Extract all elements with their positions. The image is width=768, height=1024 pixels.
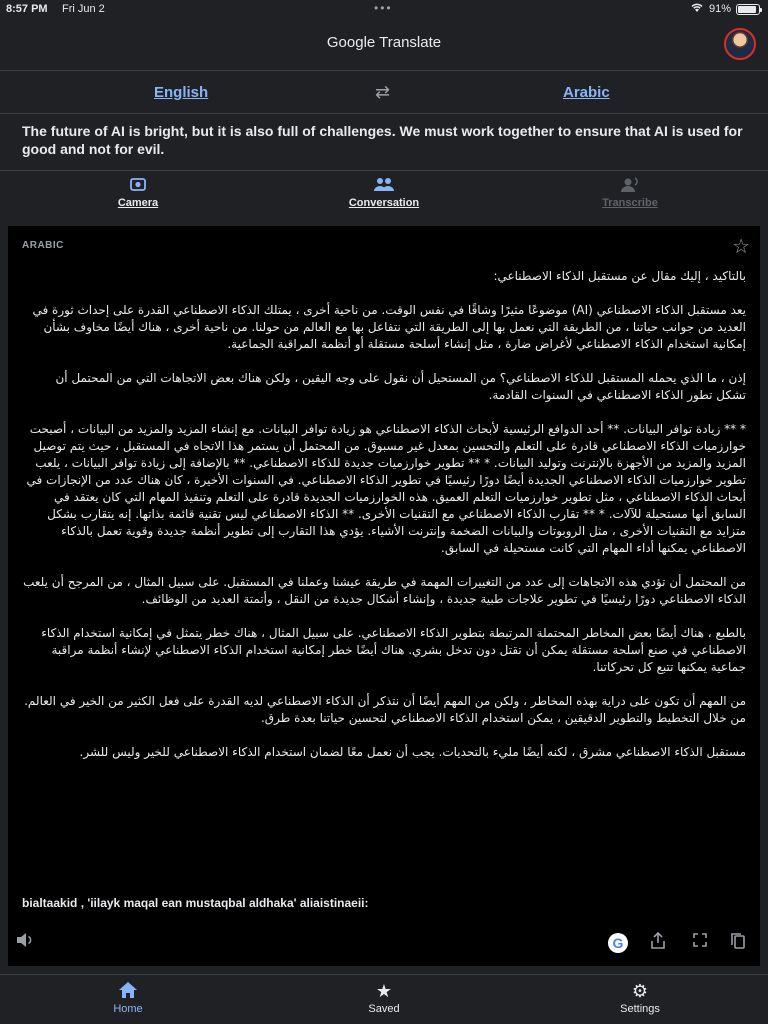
nav-settings[interactable] xyxy=(580,981,700,1015)
share-icon[interactable] xyxy=(650,932,666,955)
translated-text xyxy=(22,268,746,778)
status-date: Fri Jun 2 xyxy=(62,3,105,15)
target-language-button[interactable]: Arabic xyxy=(563,84,610,101)
bottom-navigation xyxy=(0,974,768,1024)
translated-paragraph: يعد مستقبل الذكاء الاصطناعي (AI) موضوعًا مثيرًا وشاقًا في نفس الوقت. من ناحية أخرى ، يمتلك الذكاء الاصطناعي القدرة على إحداث ثورة في العديد من جوانب حياتنا ، من الطريقة التي نعمل بها إلى الطريقة التي نتفاعل بها مع العالم من حولنا. من ناحية أخرى ، هناك أيضًا مخاوف بشأن إمكانية استخدام الذكاء الاصطناعي لأغراض ضارة ، مثل إنشاء أسلحة مستقلة أو أنظمة المراقبة الجماعية. xyxy=(32,303,746,351)
gear-icon: ⚙ xyxy=(631,981,649,1001)
translated-paragraph: إذن ، ما الذي يحمله المستقبل للذكاء الاصطناعي؟ من المستحيل أن نقول على وجه اليقين ، ولكن هناك بعض الاتجاهات التي من المحتمل أن تشكل تطور الذكاء الاصطناعي في السنوات القادمة. xyxy=(55,371,746,402)
app-title: Google Translate xyxy=(326,34,442,51)
translated-paragraph: مستقبل الذكاء الاصطناعي مشرق ، لكنه أيضًا مليء بالتحديات. يجب أن نعمل معًا لضمان استخدام الذكاء الاصطناعي للخير وليس للشر. xyxy=(79,745,746,759)
translated-paragraph: * ** زيادة توافر البيانات. ** أحد الدوافع الرئيسية لأبحاث الذكاء الاصطناعي هو زيادة توافر البيانات. مع إنشاء المزيد والمزيد من البيانات ، أصبحت خوارزميات الذكاء الاصطناعي قادرة على التعلم والتحسين بمعدل غير مسبوق. من المحتمل أن يستمر هذا الاتجاه في المستقبل ، حيث يتم توصيل المزيد والمزيد من الأجهزة بالإنترنت وتوليد البيانات. * ** تطوير خوارزميات جديدة للذكاء الاصطناعي. ** بالإضافة إلى زيادة توافر البيانات ، يلعب تطوير خوارزميات الذكاء الاصطناعي الجديدة أيضًا دورًا رئيسيًا في تطوير الذكاء الاصطناعي. في السنوات الأخيرة ، كان هناك عدد من الإنجازات في أبحاث الذكاء الاصطناعي ، مثل تطوير خوارزميات التعلم العميق. هذه الخوارزميات الجديدة قادرة على التعلم وتنفيذ المهام التي كان يعتقد في السابق أنها مستحيلة للآلات. * ** تقارب الذكاء الاصطناعي مع التقنيات الأخرى. ** الذكاء الاصطناعي ليس تقنية قائمة بذاتها. إنه يتقارب بشكل متزايد مع التقنيات الأخرى ، مثل الروبوتات والبيانات الضخمة وإنترنت الأشياء. يؤدي هذا التقارب إلى تطوير أنظمة جديدة وقوية تعمل بالذكاء الاصطناعي يمكنها أداء المهام التي كانت مستحيلة في السابق. xyxy=(26,422,746,555)
translated-paragraph: من المحتمل أن تؤدي هذه الاتجاهات إلى عدد من التغييرات المهمة في طريقة عيشنا وعملنا في المستقبل. على سبيل المثال ، من المرجح أن يلعب الذكاء الاصطناعي دورًا رئيسيًا في تطوير علاجات طبية جديدة ، وإنشاء أشكال جديدة من النقل ، وأتمتة العديد من الوظائف. xyxy=(23,575,746,606)
nav-settings-label: Settings xyxy=(620,1003,660,1015)
result-actions xyxy=(8,930,760,960)
camera-mode-label: Camera xyxy=(117,197,159,209)
people-icon xyxy=(324,175,444,197)
multitask-dots-icon[interactable]: ••• xyxy=(374,1,393,15)
status-time: 8:57 PM xyxy=(6,3,48,15)
input-modes xyxy=(0,170,768,218)
app-header xyxy=(0,18,768,68)
home-icon xyxy=(68,981,188,1003)
battery-icon xyxy=(736,4,760,15)
status-right xyxy=(690,2,760,16)
speaker-icon[interactable] xyxy=(16,932,34,953)
source-language-button[interactable]: English xyxy=(154,84,209,101)
transcribe-icon xyxy=(570,175,690,197)
fullscreen-icon[interactable] xyxy=(692,932,708,953)
camera-mode-button[interactable] xyxy=(78,175,198,209)
nav-home[interactable] xyxy=(68,981,188,1015)
swap-languages-icon[interactable]: ⇄ xyxy=(375,82,391,102)
battery-percent: 91% xyxy=(708,3,731,15)
camera-icon xyxy=(78,175,198,197)
avatar[interactable] xyxy=(724,28,756,60)
status-bar xyxy=(0,0,768,18)
star-icon: ★ xyxy=(375,981,393,1001)
google-logo-icon[interactable]: G xyxy=(608,933,628,953)
copy-icon[interactable] xyxy=(730,932,746,955)
translated-paragraph: بالطبع ، هناك أيضًا بعض المخاطر المحتملة المرتبطة بتطوير الذكاء الاصطناعي. على سبيل المثال ، هناك خطر يتمثل في إمكانية استخدام الذكاء الاصطناعي في صنع أسلحة مستقلة يمكن أن تقتل دون تدخل بشري. هناك أيضًا خطر إمكانية استخدام الذكاء الاصطناعي لإنشاء أنظمة مراقبة جماعية يمكنها تتبع كل تحركاتنا. xyxy=(41,626,746,674)
conversation-mode-button[interactable] xyxy=(324,175,444,209)
wifi-icon xyxy=(690,2,704,16)
result-language-label: ARABIC xyxy=(22,240,64,251)
save-translation-star-icon[interactable]: ☆ xyxy=(732,236,750,258)
nav-home-label: Home xyxy=(113,1003,143,1015)
conversation-mode-label: Conversation xyxy=(348,197,420,209)
translation-result-card xyxy=(8,226,760,966)
nav-saved[interactable] xyxy=(324,981,444,1015)
transliteration-text: bialtaakid , 'iilayk maqal ean mustaqbal aldhaka' aliaistinaeii: xyxy=(22,896,369,910)
transcribe-mode-label: Transcribe xyxy=(602,197,658,209)
translated-paragraph: من المهم أن تكون على دراية بهذه المخاطر ، ولكن من المهم أيضًا أن نتذكر أن الذكاء الاصطناعي لديه القدرة على فعل الكثير من الخير في العالم. من خلال التخطيط والتطوير الدقيقين ، يمكن استخدام الذكاء الاصطناعي لتحسين حياتنا بعدة طرق. xyxy=(24,694,746,725)
nav-saved-label: Saved xyxy=(368,1003,400,1015)
transcribe-mode-button[interactable] xyxy=(570,175,690,209)
language-bar xyxy=(0,70,768,114)
translated-paragraph: بالتاكيد ، إليك مقال عن مستقبل الذكاء الاصطناعي: xyxy=(493,269,746,283)
source-text-input[interactable]: The future of AI is bright, but it is also full of challenges. We must work together to ensure that AI is used for good and not for evil. xyxy=(22,123,743,157)
